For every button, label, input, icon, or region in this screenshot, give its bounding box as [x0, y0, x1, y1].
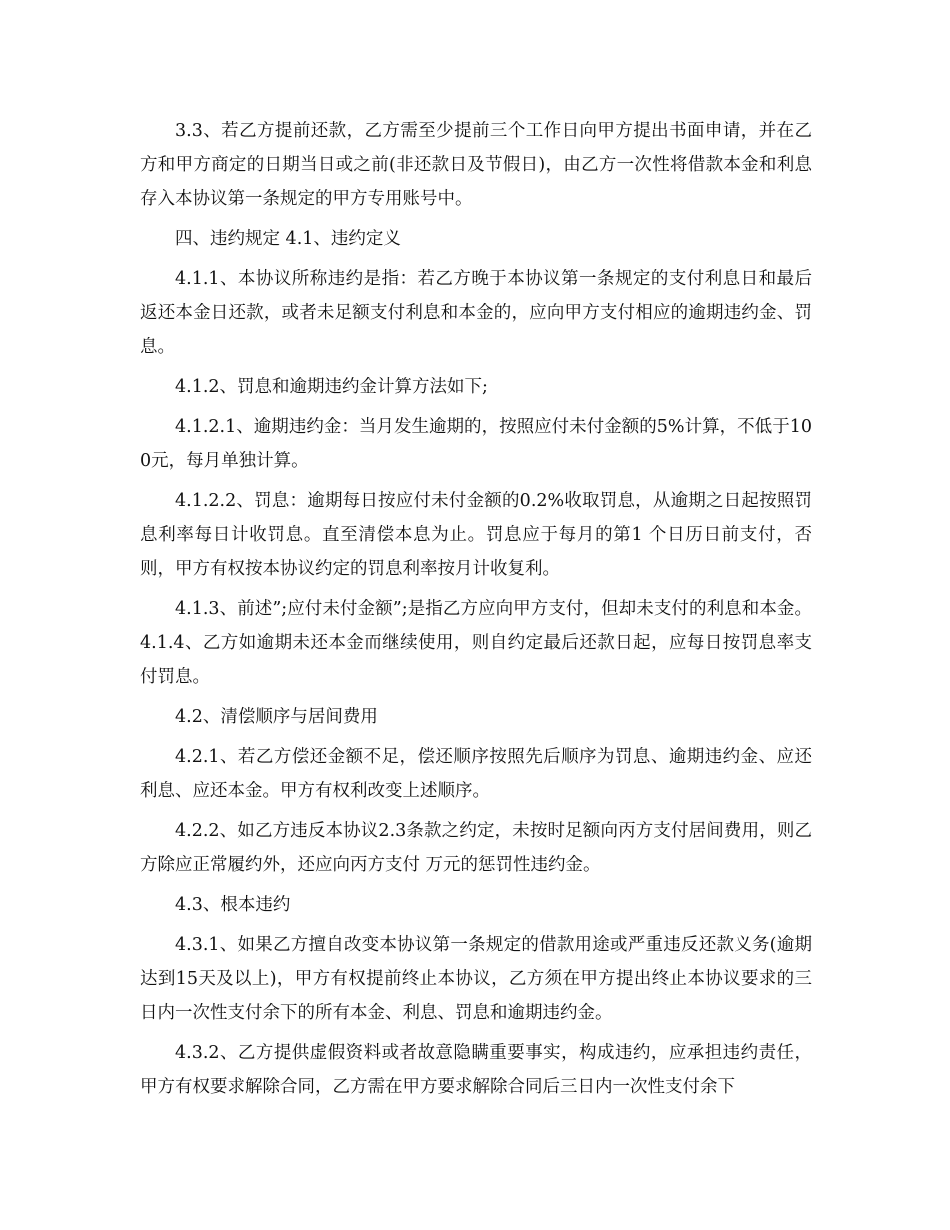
document-body: [140, 114, 812, 1110]
paragraph-4-2-2: 4.2.2、如乙方违反本协议2.3条款之约定，未按时足额向丙方支付居间费用，则乙方除应正常履约外，还应向丙方支付 万元的惩罚性违约金。: [140, 821, 812, 875]
paragraph-4-1-2-1: 4.1.2.1、逾期违约金：当月发生逾期的，按照应付未付金额的5%计算，不低于100元，每月单独计算。: [140, 417, 812, 471]
paragraph-4-1-2: 4.1.2、罚息和逾期违约金计算方法如下;: [175, 377, 488, 397]
paragraph-4-1-2-2: 4.1.2.2、罚息：逾期每日按应付未付金额的0.2%收取罚息，从逾期之日起按照罚息利率每日计收罚息。直至清偿本息为止。罚息应于每月的第1 个日历日前支付，否则，甲方有权按本协议约定的罚息利率按月计收复利。: [140, 491, 812, 579]
paragraph-4-3-1: 4.3.1、如果乙方擅自改变本协议第一条规定的借款用途或严重违反还款义务(逾期达到15天及以上)，甲方有权提前终止本协议，乙方须在甲方提出终止本协议要求的三日内一次性支付余下的所有本金、利息、罚息和逾期违约金。: [140, 935, 812, 1023]
paragraph-4-1-3: 4.1.3、前述”;应付未付金额”;是指乙方应向甲方支付，但却未支付的利息和本金。 4.1.4、乙方如逾期未还本金而继续使用，则自约定最后还款日起，应每日按罚息率支付罚息。: [140, 599, 812, 687]
section-heading-breach: 四、违约规定 4.1、违约定义: [175, 229, 401, 249]
paragraph-3-3: 3.3、若乙方提前还款，乙方需至少提前三个工作日向甲方提出书面申请，并在乙方和甲方商定的日期当日或之前(非还款日及节假日)，由乙方一次性将借款本金和利息存入本协议第一条规定的甲方专用账号中。: [140, 121, 812, 209]
paragraph-4-1-1: 4.1.1、本协议所称违约是指：若乙方晚于本协议第一条规定的支付利息日和最后返还本金日还款，或者未足额支付利息和本金的，应向甲方支付相应的逾期违约金、罚息。: [140, 269, 812, 357]
paragraph-4-3-2: 4.3.2、乙方提供虚假资料或者故意隐瞒重要事实，构成违约，应承担违约责任，甲方有权要求解除合同，乙方需在甲方要求解除合同后三日内一次性支付余下: [140, 1043, 812, 1097]
section-heading-4-3: 4.3、根本违约: [175, 895, 291, 915]
section-heading-4-2: 4.2、清偿顺序与居间费用: [175, 707, 378, 727]
paragraph-4-2-1: 4.2.1、若乙方偿还金额不足，偿还顺序按照先后顺序为罚息、逾期违约金、应还利息、应还本金。甲方有权利改变上述顺序。: [140, 747, 812, 801]
